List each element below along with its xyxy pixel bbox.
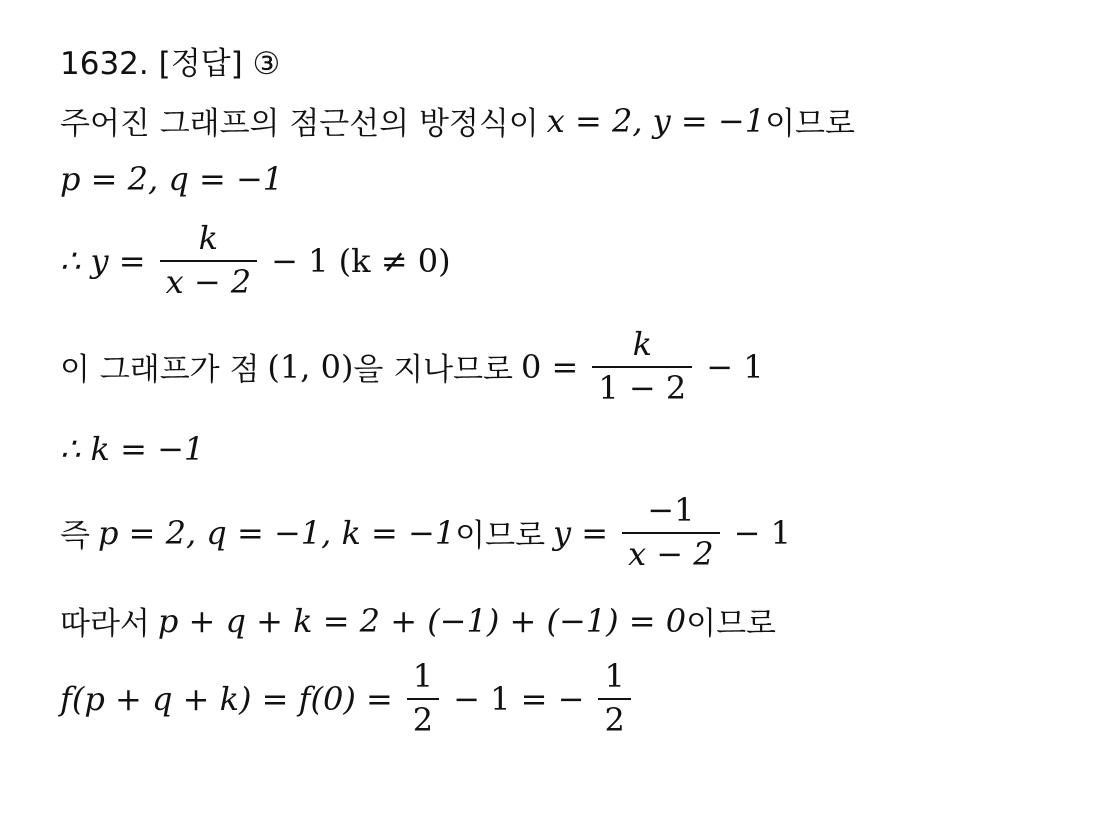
line-math: ∴ k = −1	[60, 430, 205, 468]
solution-line-2	[60, 160, 291, 198]
line-text: 따라서	[60, 606, 150, 642]
line-math: p = 2, q = −1	[60, 160, 284, 198]
line-prefix: 0 =	[521, 347, 579, 386]
solution-line-6	[60, 491, 799, 573]
fraction-denominator: 2	[407, 698, 439, 738]
fraction-denominator: 2	[598, 698, 630, 738]
solution-line-3	[60, 219, 459, 301]
solution-line-8	[60, 657, 637, 739]
line-after: − 1	[733, 513, 791, 552]
line-math: x = 2, y = −1	[546, 101, 766, 140]
solution-line-7	[60, 598, 776, 643]
fraction	[592, 325, 692, 407]
line-after: − 1 (k ≠ 0)	[271, 241, 451, 280]
solution-line-4	[60, 325, 772, 407]
answer-header	[60, 38, 280, 83]
line-suffix: 이므로	[686, 606, 776, 642]
problem-title: 1632. [정답] ③	[60, 46, 281, 82]
solution-line-5	[60, 430, 212, 468]
fraction	[407, 657, 439, 739]
line-text: 즉	[60, 518, 90, 555]
fraction-denominator: 1 − 2	[592, 366, 692, 406]
line-text: 이 그래프가 점	[60, 352, 260, 389]
line-mid: 을 지나므로	[353, 352, 514, 389]
fraction-numerator: k	[632, 325, 652, 363]
line-prefix: f(p + q + k) = f(0) =	[60, 679, 393, 718]
line-prefix: y =	[553, 513, 609, 552]
fraction-denominator: x − 2	[160, 260, 258, 300]
line-after: − 1 = −	[453, 679, 585, 718]
line-suffix: 이므로	[765, 106, 855, 142]
line-math: p = 2, q = −1, k = −1	[97, 513, 456, 552]
line-text: 주어진 그래프의 점근선의 방정식이	[60, 106, 539, 142]
fraction-numerator: k	[198, 219, 219, 257]
fraction-denominator: x − 2	[622, 532, 720, 572]
line-prefix: ∴ y =	[60, 241, 146, 280]
line-suffix: 이므로	[455, 518, 546, 555]
line-math: p + q + k = 2 + (−1) + (−1) = 0	[157, 601, 687, 640]
fraction	[160, 219, 258, 301]
fraction-numerator: −1	[647, 491, 695, 529]
fraction-numerator: 1	[604, 657, 625, 695]
fraction	[622, 491, 720, 573]
fraction	[598, 657, 630, 739]
solution-line-1	[60, 98, 855, 143]
line-after: − 1	[706, 347, 764, 386]
fraction-numerator: 1	[412, 657, 434, 695]
line-math: (1, 0)	[267, 347, 354, 386]
